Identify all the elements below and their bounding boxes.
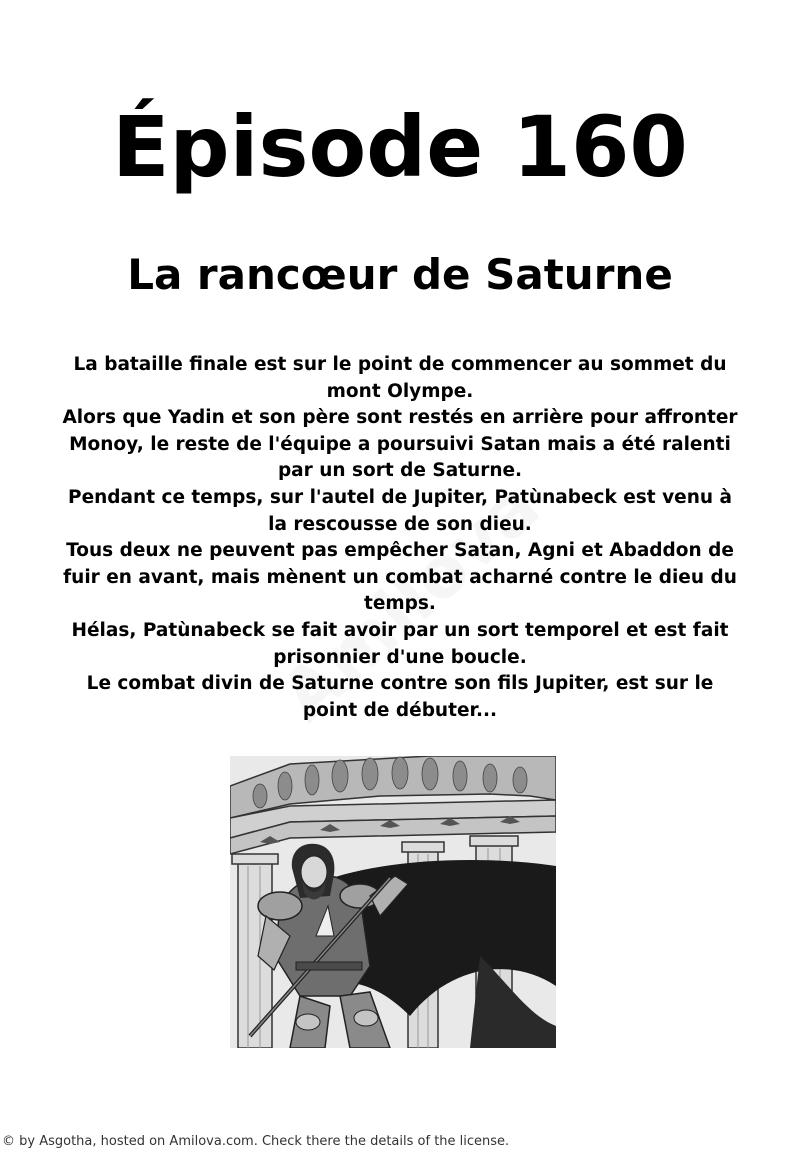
synopsis-paragraph: Hélas, Patùnabeck se fait avoir par un sort temporel et est fait prisonnier d'une boucle. <box>71 619 729 668</box>
episode-title: Épisode 160 <box>112 98 688 196</box>
license-footer: © by Asgotha, hosted on Amilova.com. Check there the details of the license. <box>2 1134 510 1149</box>
synopsis-paragraph: Tous deux ne peuvent pas empêcher Satan, Agni et Abaddon de fuir en avant, mais mènent un combat acharné contre le dieu du temps. <box>63 540 737 615</box>
synopsis-paragraph: Le combat divin de Saturne contre son fils Jupiter, est sur le point de débuter... <box>86 673 714 721</box>
synopsis-paragraph: La bataille finale est sur le point de commencer au sommet du mont Olympe. <box>73 354 727 402</box>
episode-synopsis <box>60 352 740 724</box>
synopsis-paragraph: Pendant ce temps, sur l'autel de Jupiter, Patùnabeck est venu à la rescousse de son dieu. <box>68 486 732 535</box>
episode-illustration <box>230 756 556 1048</box>
episode-subtitle: La rancœur de Saturne <box>127 250 673 299</box>
synopsis-paragraph: Alors que Yadin et son père sont restés en arrière pour affronter Monoy, le reste de l'équipe a poursuivi Satan mais a été ralenti par un sort de Saturne. <box>62 407 738 482</box>
